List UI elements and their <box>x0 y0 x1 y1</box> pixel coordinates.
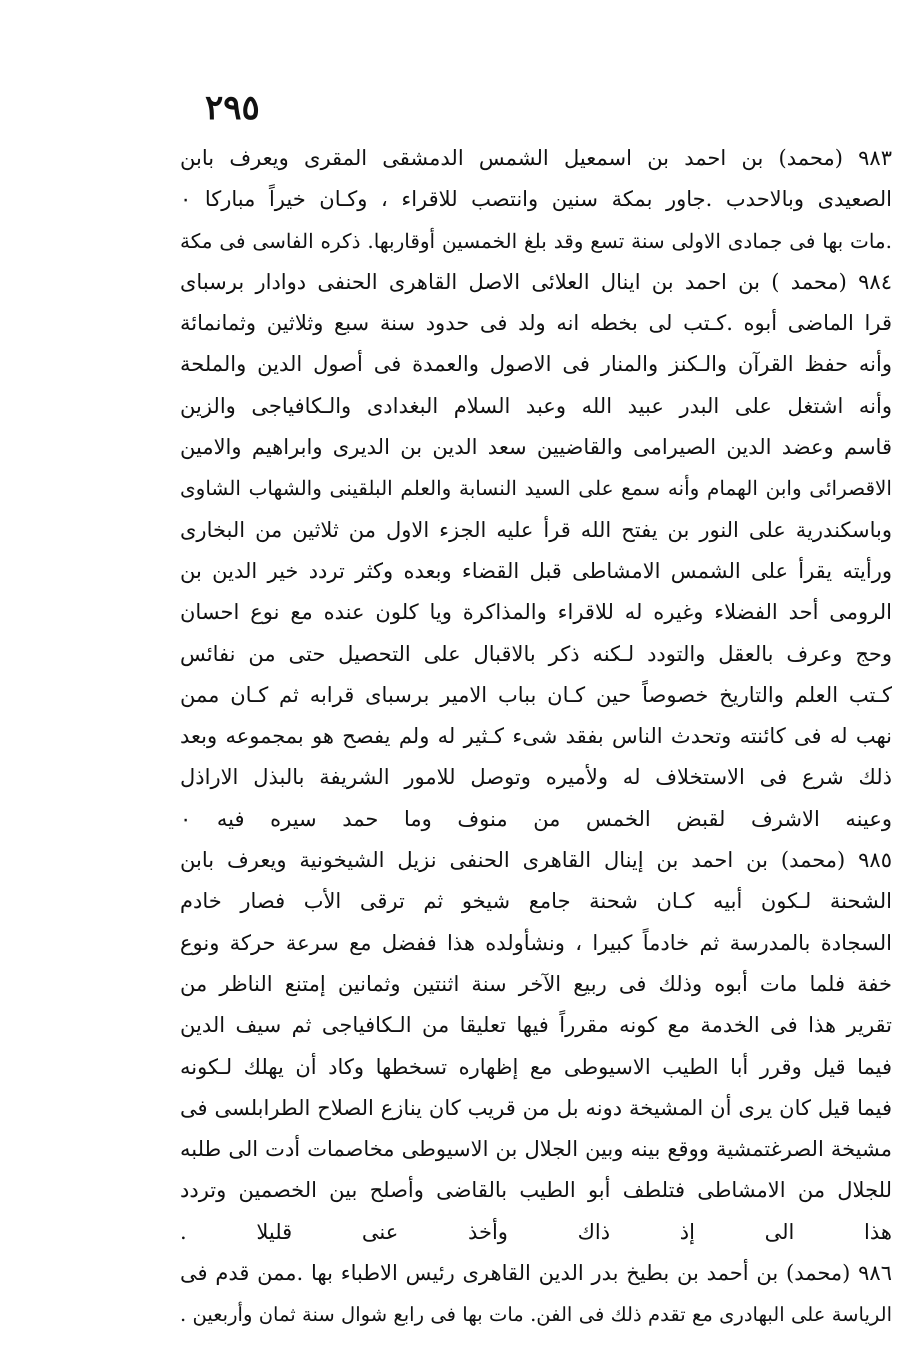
text-line: فيما قيل وقرر أبا الطيب الاسيوطى مع إظهاره تسخطها وكاد أن يهلك لـكونه <box>180 1054 892 1079</box>
text-line: قرا الماضى أبوه .كـتب لى بخطه انه ولد فى حدود سنة سبع وثلاثين وثمانمائة <box>180 311 892 336</box>
page-number: ٢٩٥ <box>205 88 260 128</box>
text-line: نهب له فى كائنته وتحدث الناس بفقد شىء كـثير له ولم يفصح هو بمجموعه وبعد <box>180 724 892 749</box>
text-line: السجادة بالمدرسة ثم خادماً كبيرا ، ونشأولده هذا ففضل مع سرعة حركة ونوع <box>180 930 892 955</box>
text-line: ورأيته يقرأ على الشمس الامشاطى قبل القضاء وبعده وكثر تردد خير الدين بن <box>180 558 892 583</box>
text-line: كـتب العلم والتاريخ خصوصاً حين كـان بباب الامير برسباى قرابه ثم كـان ممن <box>180 682 892 707</box>
text-line: قاسم وعضد الدين الصيرامى والقاضيين سعد الدين بن الديرى وابراهيم والامين <box>180 435 892 460</box>
text-line: الصعيدى وبالاحدب .جاور بمكة سنين وانتصب للاقراء ، وكـان خيراً مباركا ٠ <box>180 187 892 212</box>
text-line: فيما قيل كان يرى أن المشيخة دونه بل من قريب كان ينازع الصلاح الطرابلسى فى <box>180 1095 892 1120</box>
text-line: وأنه اشتغل على البدر عبيد الله وعبد السلام البغدادى والـكافياجى والزين <box>180 393 892 418</box>
text-line: .مات بها فى جمادى الاولى سنة تسع وقد بلغ الخمسين أوقاربها. ذكره الفاسى فى مكة <box>180 228 892 253</box>
text-line: وحج وعرف بالعقل والتودد لـكنه ذكر بالاقبال على التحصيل حتى من نفائس <box>180 641 892 666</box>
text-line: الرياسة على البهادرى مع تقدم ذلك فى الفن. مات بها فى رابع شوال سنة ثمان وأربعين . <box>180 1303 892 1327</box>
text-line: ذلك شرع فى الاستخلاف له ولأميره وتوصل للامور الشريفة بالبذل الاراذل <box>180 765 892 790</box>
text-line: خفة فلما مات أبوه وذلك فى ربيع الآخر سنة اثنتين وثمانين إمتنع الناظر من <box>180 971 892 996</box>
text-line: ٩٨٥ (محمد) بن احمد بن إينال القاهرى الحنفى نزيل الشيخونية ويعرف بابن <box>180 848 892 873</box>
text-line: وأنه حفظ القرآن والـكنز والمنار فى الاصول والعمدة فى أصول الدين والملحة <box>180 352 892 377</box>
text-line: مشيخة الصرغتمشية ووقع بينه وبين الجلال بن الاسيوطى مخاصمات أدت الى طلبه <box>180 1137 892 1162</box>
text-line: ٩٨٣ (محمد) بن احمد بن اسمعيل الشمس الدمشقى المقرى ويعرف بابن <box>180 146 892 170</box>
text-line: هذا الى إذ ذاك وأخذ عنى قليلا . <box>180 1219 892 1244</box>
body-text <box>180 138 892 1336</box>
text-line: وعينه الاشرف لقبض الخمس من منوف وما حمد سيره فيه ٠ <box>180 806 892 831</box>
text-line: للجلال من الامشاطى فتلطف أبو الطيب بالقاضى وأصلح بين الخصمين وتردد <box>180 1178 892 1203</box>
text-line: وباسكندرية على النور بن يفتح الله قرأ عليه الجزء الاول من ثلاثين من البخارى <box>180 517 892 542</box>
text-line: ٩٨٤ (محمد ) بن احمد بن اينال العلائى الاصل القاهرى الحنفى دوادار برسباى <box>180 269 892 294</box>
text-line: ٩٨٦ (محمد) بن أحمد بن بطيخ بدر الدين القاهرى رئيس الاطباء بها .ممن قدم فى <box>180 1261 892 1286</box>
text-line: الرومى أحد الفضلاء وغيره له للاقراء والمذاكرة ويا كلون عنده مع نوع احسان <box>180 600 892 625</box>
text-line: الشحنة لـكون أبيه كـان شحنة جامع شيخو ثم ترقى الأب فصار خادم <box>180 889 892 914</box>
text-line: الاقصرائى وابن الهمام وأنه سمع على السيد النسابة والعلم البلقينى والشهاب الشاوى <box>180 476 892 501</box>
text-line: تقرير هذا فى الخدمة مع كونه مقرراً فيها تعليقا من الـكافياجى ثم سيف الدين <box>180 1013 892 1038</box>
